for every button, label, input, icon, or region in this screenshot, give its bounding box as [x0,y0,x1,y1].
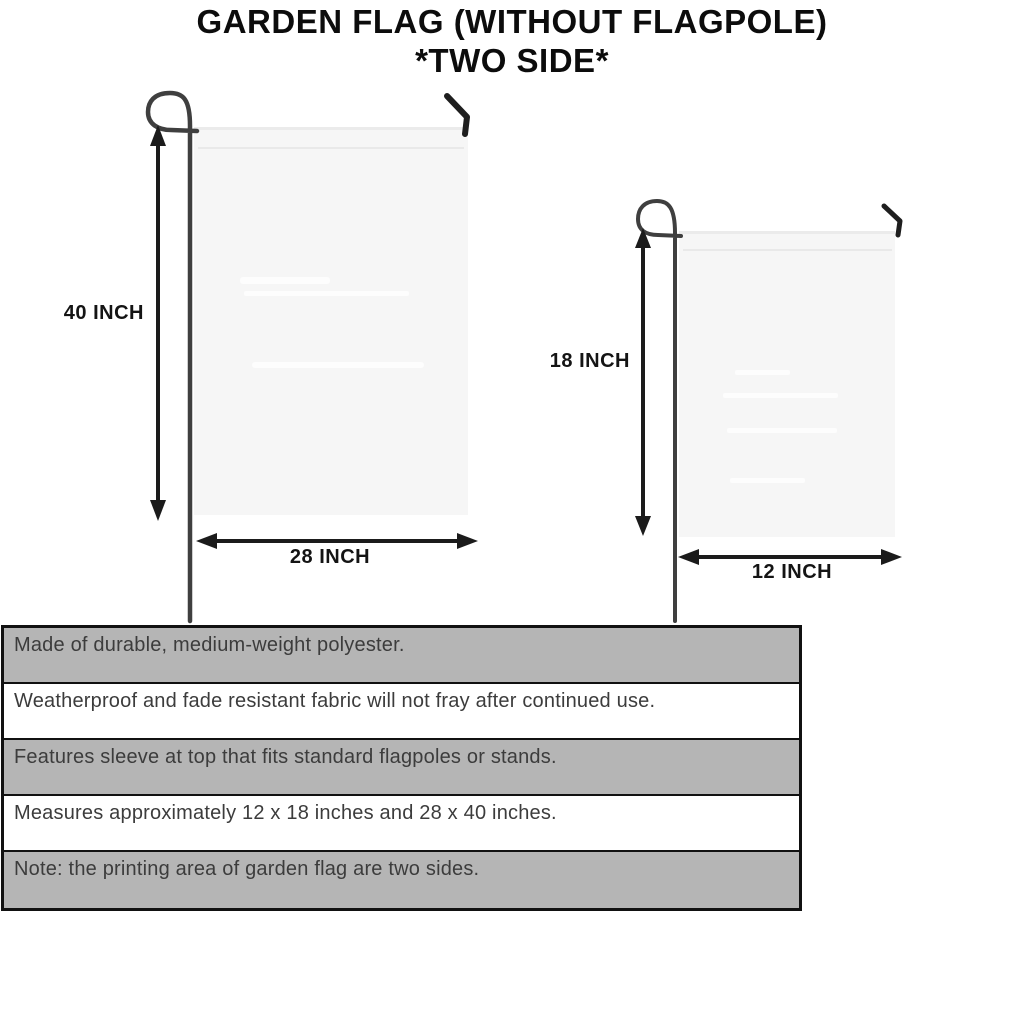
spec-row [4,628,799,684]
large-flag-panel [194,127,468,515]
spec-row-text: Made of durable, medium-weight polyester. [14,634,405,656]
large-height-label: 40 INCH [63,302,144,324]
small-flag-hook-icon [884,206,900,235]
large-flag-diagram [148,93,478,621]
small-flag-diagram [635,201,902,621]
spec-row-text: Note: the printing area of garden flag are two sides. [14,858,480,880]
small-width-label: 12 INCH [751,561,833,583]
spec-row-text: Features sleeve at top that fits standard flagpoles or stands. [14,746,557,768]
small-flag-panel [679,231,895,537]
small-height-arrow [635,228,651,536]
small-flag-sleeve-edge [679,231,895,234]
spec-table [1,625,802,911]
title-line-1: GARDEN FLAG (WITHOUT FLAGPOLE) [196,3,828,40]
large-width-label: 28 INCH [289,546,371,568]
spec-row [4,796,799,852]
spec-row [4,740,799,796]
spec-row [4,684,799,740]
large-height-arrow [150,125,166,521]
spec-row-text: Measures approximately 12 x 18 inches and 28 x 40 inches. [14,802,557,824]
spec-row [4,852,799,908]
spec-row-text: Weatherproof and fade resistant fabric will not fray after continued use. [14,690,656,712]
large-flagpole [148,93,197,621]
small-height-label: 18 INCH [549,350,630,372]
large-flag-sleeve-edge [194,127,468,130]
title-line-2: *TWO SIDE* [415,42,609,79]
